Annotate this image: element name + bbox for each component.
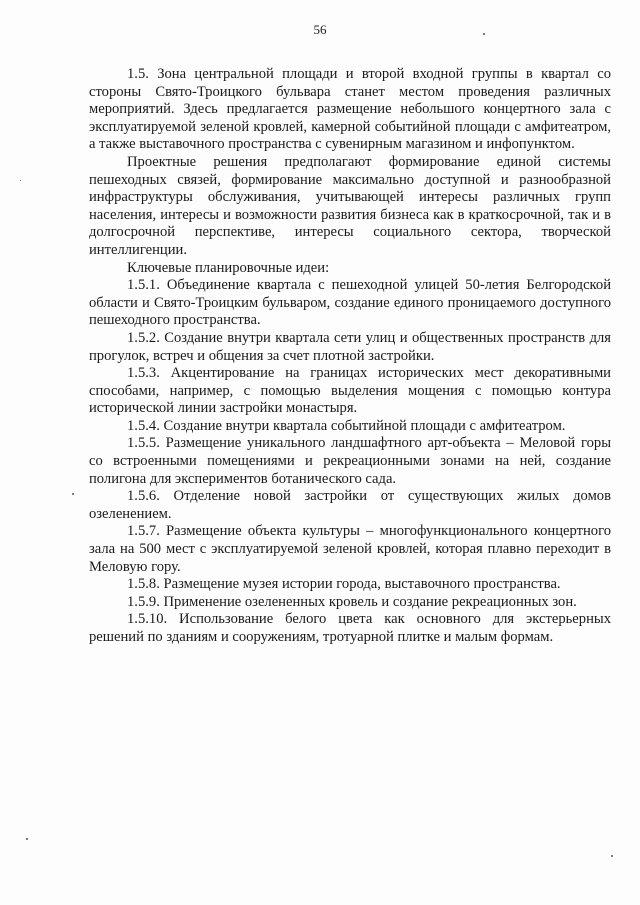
paragraph-item-1-5-3: 1.5.3. Акцентирование на границах исторических мест декоративными способами, например, с помощью выделения мощения с помощью контура исторической линии застройки монастыря. [89,365,611,417]
body-text [89,66,611,647]
paragraph-project-solutions: Проектные решения предполагают формирование единой системы пешеходных связей, формирование максимально доступной и разнообразной инфраструктуры обслуживания, учитывающей интересы различных групп населения, интересы и возможности развития бизнеса как в краткосрочной, так и в долгосрочной перспективе, интересы социального сектора, творческой интеллигенции. [89,153,611,258]
page-number: 56 [313,22,327,37]
scan-speck [611,855,613,857]
paragraph-item-1-5-7: 1.5.7. Размещение объекта культуры – многофункционального концертного зала на 500 мест с эксплуатируемой зеленой кровлей, которая плавно переходит в Меловую гору. [89,523,611,575]
paragraph-item-1-5-6: 1.5.6. Отделение новой застройки от существующих жилых домов озеленением. [89,488,611,522]
paragraph-key-ideas-heading: Ключевые планировочные идеи: [127,259,330,276]
paragraph-item-1-5-1: 1.5.1. Объединение квартала с пешеходной улицей 50-летия Белгородской области и Свято-Троицким бульваром, создание единого проницаемого доступного пешеходного пространства. [89,277,611,329]
scan-speck [20,180,21,181]
paragraph-item-1-5-5: 1.5.5. Размещение уникального ландшафтного арт-объекта – Меловой горы со встроенными помещениями и рекреационными зонами на ней, создание полигона для экспериментов ботанического сада. [89,435,611,487]
scan-speck [483,33,485,35]
paragraph-item-1-5-4: 1.5.4. Создание внутри квартала событийной площади с амфитеатром. [127,417,566,434]
scan-speck [72,493,74,495]
paragraph-item-1-5-2: 1.5.2. Создание внутри квартала сети улиц и общественных пространств для прогулок, встреч и общения за счет плотной застройки. [89,329,611,364]
paragraph-item-1-5-10: 1.5.10. Использование белого цвета как основного для экстерьерных решений по зданиям и сооружениям, тротуарной плитке и малым формам. [89,611,611,645]
paragraph-zone-central-square: 1.5. Зона центральной площади и второй входной группы в квартал со стороны Свято-Троицкого бульвара станет местом проведения различных мероприятий. Здесь предлагается размещение небольшого концертного зала с эксплуатируемой зеленой кровлей, камерной событийной площади с амфитеатром, а также выставочного пространства с сувенирным магазином и инфопунктом. [89,66,611,153]
scan-speck [26,838,28,840]
paragraph-item-1-5-9: 1.5.9. Применение озелененных кровель и создание рекреационных зон. [127,593,577,610]
paragraph-item-1-5-8: 1.5.8. Размещение музея истории города, выставочного пространства. [127,576,561,593]
